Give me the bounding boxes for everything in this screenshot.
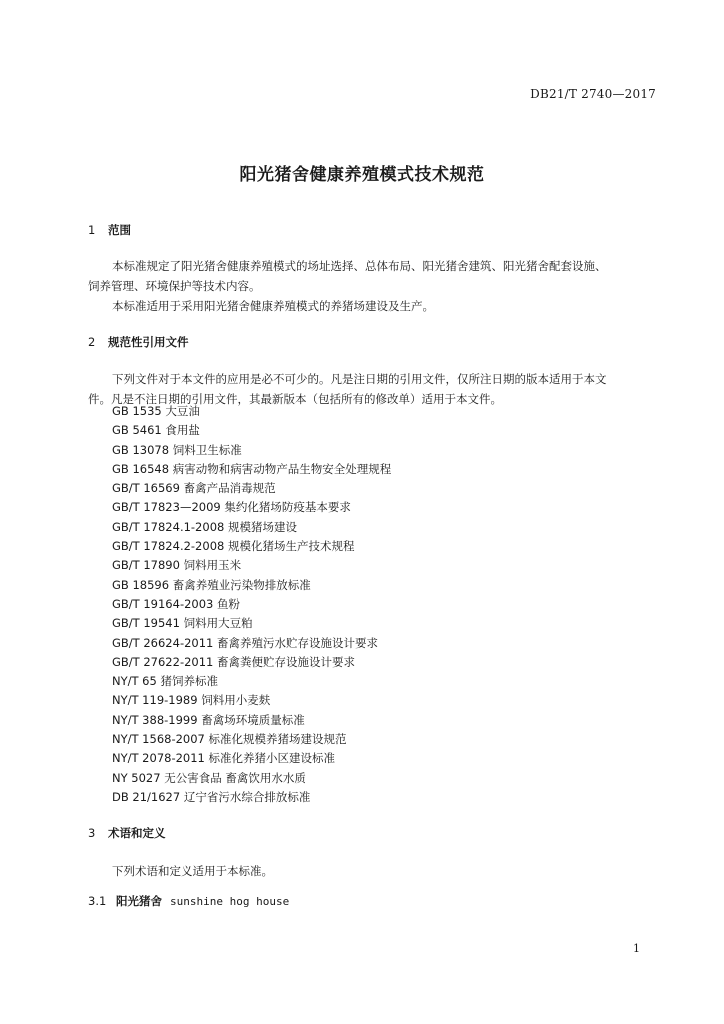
section-3-heading	[88, 825, 166, 841]
paragraph-line: 饲养管理、环境保护等技术内容。	[88, 279, 261, 293]
section-number: 3	[88, 826, 96, 840]
reference-item: GB 16548 病害动物和病害动物产品生物安全处理规程	[112, 461, 392, 476]
reference-item: NY/T 1568-2007 标准化规模养猪场建设规范	[112, 732, 347, 747]
section-title: 术语和定义	[108, 826, 166, 840]
document-code: DB21/T 2740—2017	[530, 87, 656, 101]
reference-item: GB/T 17824.1-2008 规模猪场建设	[112, 519, 297, 534]
reference-item: GB/T 27622-2011 畜禽粪便贮存设施设计要求	[112, 654, 356, 669]
document-title: 阳光猪舍健康养殖模式技术规范	[239, 165, 485, 185]
reference-item: GB 5461 食用盐	[112, 423, 200, 438]
reference-item: GB 1535 大豆油	[112, 404, 200, 418]
section-1-heading	[88, 222, 131, 238]
reference-item: GB/T 17890 饲料用玉米	[112, 558, 242, 573]
reference-item: GB/T 19164-2003 鱼粉	[112, 596, 241, 611]
section-title: 范围	[108, 223, 131, 237]
paragraph-line: 下列术语和定义适用于本标准。	[112, 864, 273, 878]
reference-item: NY/T 388-1999 畜禽场环境质量标准	[112, 712, 305, 727]
reference-item: GB/T 17824.2-2008 规模化猪场生产技术规程	[112, 539, 355, 554]
section-number: 2	[88, 335, 96, 349]
subsection-3-1-heading	[88, 893, 289, 909]
paragraph-line: 下列文件对于本文件的应用是必不可少的。凡是注日期的引用文件，仅所注日期的版本适用于本文	[112, 372, 607, 386]
reference-item: GB/T 26624-2011 畜禽养殖污水贮存设施设计要求	[112, 635, 379, 650]
section-3-body	[88, 861, 658, 881]
reference-item: GB/T 17823—2009 集约化猪场防疫基本要求	[112, 500, 351, 515]
reference-item: GB 18596 畜禽养殖业污染物排放标准	[112, 577, 311, 592]
reference-item: GB 13078 饲料卫生标准	[112, 442, 242, 457]
subsection-title-zh: 阳光猪舍	[116, 894, 162, 908]
paragraph-line: 件。凡是不注日期的引用文件，其最新版本（包括所有的修改单）适用于本文件。	[88, 392, 502, 406]
section-title: 规范性引用文件	[108, 335, 189, 349]
subsection-title-en: sunshine hog house	[170, 895, 290, 908]
reference-item: GB/T 16569 畜禽产品消毒规范	[112, 481, 276, 496]
reference-item: NY/T 65 猪饲养标准	[112, 674, 218, 689]
reference-list	[112, 402, 391, 807]
paragraph-line: 本标准适用于采用阳光猪舍健康养殖模式的养猪场建设及生产。	[112, 299, 434, 313]
reference-item: NY/T 119-1989 饲料用小麦麸	[112, 693, 271, 708]
paragraph-line: 本标准规定了阳光猪舍健康养殖模式的场址选择、总体布局、阳光猪舍建筑、阳光猪舍配套设施、	[112, 259, 607, 273]
reference-item: NY 5027 无公害食品 畜禽饮用水水质	[112, 770, 306, 785]
reference-item: GB/T 19541 饲料用大豆粕	[112, 616, 253, 631]
section-number: 1	[88, 223, 96, 237]
section-1-body	[88, 256, 658, 316]
reference-item: NY/T 2078-2011 标准化养猪小区建设标准	[112, 751, 336, 766]
reference-item: DB 21/1627 辽宁省污水综合排放标准	[112, 789, 311, 804]
section-2-heading	[88, 334, 189, 350]
page-number: 1	[633, 942, 640, 955]
subsection-number: 3.1	[88, 894, 107, 908]
